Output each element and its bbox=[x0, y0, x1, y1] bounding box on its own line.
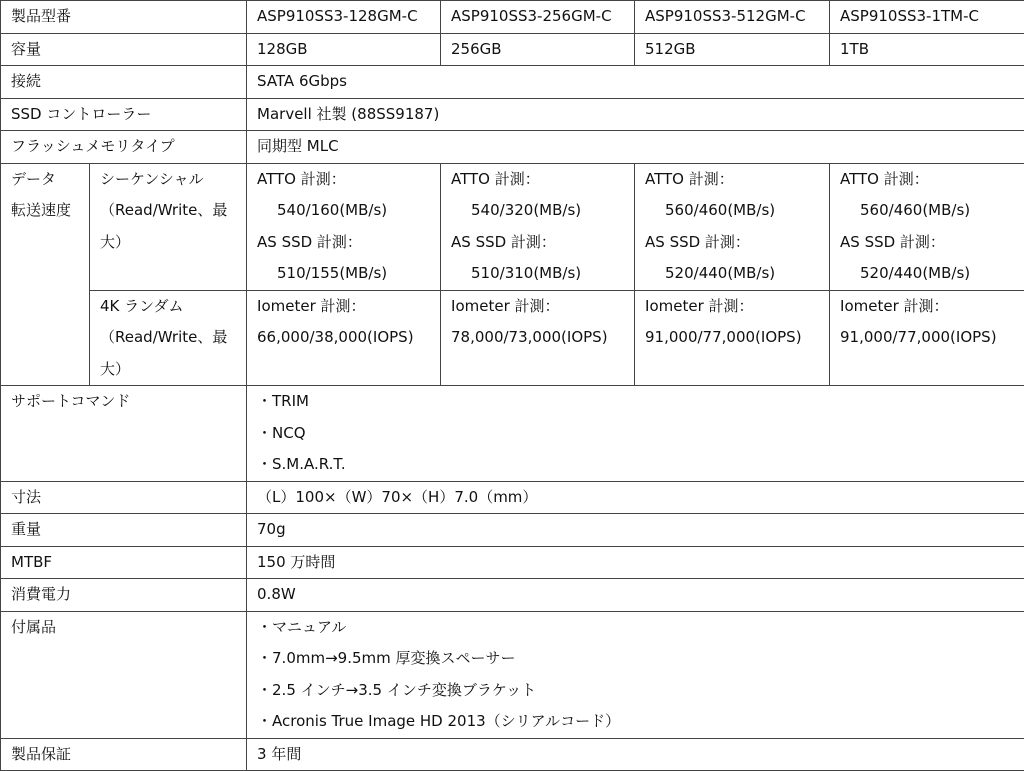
row-sequential bbox=[1, 163, 1024, 290]
atto-value: 540/160(MB/s) bbox=[257, 195, 440, 227]
atto-value: 560/460(MB/s) bbox=[840, 195, 1024, 227]
as-ssd-label: AS SSD 計測： bbox=[840, 227, 1024, 259]
label-warranty: 製品保証 bbox=[1, 738, 247, 771]
iometer-label: Iometer 計測： bbox=[451, 291, 634, 323]
label-random4k-line1: 4K ランダム bbox=[100, 291, 246, 323]
label-flash: フラッシュメモリタイプ bbox=[1, 131, 247, 164]
label-transfer-speed bbox=[1, 163, 90, 386]
as-ssd-label: AS SSD 計測： bbox=[257, 227, 440, 259]
sequential-cell bbox=[441, 163, 635, 290]
warranty-value: 3 年間 bbox=[247, 738, 1024, 771]
command-item: ・NCQ bbox=[257, 418, 1024, 450]
sequential-cell bbox=[635, 163, 830, 290]
mtbf-value: 150 万時間 bbox=[247, 546, 1024, 579]
atto-label: ATTO 計測： bbox=[645, 164, 829, 196]
row-power bbox=[1, 579, 1024, 612]
row-controller bbox=[1, 98, 1024, 131]
row-random4k bbox=[1, 290, 1024, 386]
label-interface: 接続 bbox=[1, 66, 247, 99]
random4k-cell bbox=[830, 290, 1024, 386]
capacity-value: 1TB bbox=[830, 33, 1024, 66]
as-ssd-label: AS SSD 計測： bbox=[451, 227, 634, 259]
as-ssd-value: 520/440(MB/s) bbox=[840, 258, 1024, 290]
accessory-item: ・7.0mm→9.5mm 厚変換スペーサー bbox=[257, 643, 1024, 675]
flash-value: 同期型 MLC bbox=[247, 131, 1024, 164]
command-item: ・S.M.A.R.T. bbox=[257, 449, 1024, 481]
as-ssd-value: 510/155(MB/s) bbox=[257, 258, 440, 290]
label-sequential-line2: （Read/Write、最 bbox=[100, 195, 246, 227]
weight-value: 70g bbox=[247, 514, 1024, 547]
row-flash bbox=[1, 131, 1024, 164]
command-item: ・TRIM bbox=[257, 386, 1024, 418]
label-sequential-line1: シーケンシャル bbox=[100, 164, 246, 196]
iometer-label: Iometer 計測： bbox=[645, 291, 829, 323]
label-commands: サポートコマンド bbox=[1, 386, 247, 482]
atto-label: ATTO 計測： bbox=[451, 164, 634, 196]
model-value: ASP910SS3-128GM-C bbox=[247, 1, 441, 34]
row-dimensions bbox=[1, 481, 1024, 514]
label-random4k bbox=[90, 290, 247, 386]
label-weight: 重量 bbox=[1, 514, 247, 547]
interface-value: SATA 6Gbps bbox=[247, 66, 1024, 99]
row-commands bbox=[1, 386, 1024, 482]
accessory-item: ・Acronis True Image HD 2013（シリアルコード） bbox=[257, 706, 1024, 738]
row-warranty bbox=[1, 738, 1024, 771]
iometer-value: 78,000/73,000(IOPS) bbox=[451, 322, 634, 354]
iometer-value: 91,000/77,000(IOPS) bbox=[645, 322, 829, 354]
row-model bbox=[1, 1, 1024, 34]
row-mtbf bbox=[1, 546, 1024, 579]
label-random4k-line3: 大） bbox=[100, 354, 246, 386]
label-sequential-line3: 大） bbox=[100, 227, 246, 259]
label-power: 消費電力 bbox=[1, 579, 247, 612]
capacity-value: 128GB bbox=[247, 33, 441, 66]
as-ssd-value: 520/440(MB/s) bbox=[645, 258, 829, 290]
random4k-cell bbox=[247, 290, 441, 386]
atto-value: 540/320(MB/s) bbox=[451, 195, 634, 227]
as-ssd-value: 510/310(MB/s) bbox=[451, 258, 634, 290]
sequential-cell bbox=[247, 163, 441, 290]
row-interface bbox=[1, 66, 1024, 99]
as-ssd-label: AS SSD 計測： bbox=[645, 227, 829, 259]
label-mtbf: MTBF bbox=[1, 546, 247, 579]
label-model: 製品型番 bbox=[1, 1, 247, 34]
atto-value: 560/460(MB/s) bbox=[645, 195, 829, 227]
iometer-value: 91,000/77,000(IOPS) bbox=[840, 322, 1024, 354]
power-value: 0.8W bbox=[247, 579, 1024, 612]
iometer-value: 66,000/38,000(IOPS) bbox=[257, 322, 440, 354]
controller-value: Marvell 社製 (88SS9187) bbox=[247, 98, 1024, 131]
label-random4k-line2: （Read/Write、最 bbox=[100, 322, 246, 354]
model-value: ASP910SS3-1TM-C bbox=[830, 1, 1024, 34]
dimensions-value: （L）100×（W）70×（H）7.0（mm） bbox=[247, 481, 1024, 514]
atto-label: ATTO 計測： bbox=[257, 164, 440, 196]
commands-value bbox=[247, 386, 1024, 482]
model-value: ASP910SS3-512GM-C bbox=[635, 1, 830, 34]
model-value: ASP910SS3-256GM-C bbox=[441, 1, 635, 34]
accessories-value bbox=[247, 611, 1024, 738]
row-capacity bbox=[1, 33, 1024, 66]
capacity-value: 512GB bbox=[635, 33, 830, 66]
iometer-label: Iometer 計測： bbox=[840, 291, 1024, 323]
label-accessories: 付属品 bbox=[1, 611, 247, 738]
sequential-cell bbox=[830, 163, 1024, 290]
accessory-item: ・マニュアル bbox=[257, 612, 1024, 644]
label-sequential bbox=[90, 163, 247, 290]
row-accessories bbox=[1, 611, 1024, 738]
label-dimensions: 寸法 bbox=[1, 481, 247, 514]
label-capacity: 容量 bbox=[1, 33, 247, 66]
capacity-value: 256GB bbox=[441, 33, 635, 66]
accessory-item: ・2.5 インチ→3.5 インチ変換ブラケット bbox=[257, 675, 1024, 707]
label-transfer-speed-line2: 転送速度 bbox=[11, 195, 89, 227]
random4k-cell bbox=[635, 290, 830, 386]
label-transfer-speed-line1: データ bbox=[11, 164, 89, 196]
row-weight bbox=[1, 514, 1024, 547]
random4k-cell bbox=[441, 290, 635, 386]
iometer-label: Iometer 計測： bbox=[257, 291, 440, 323]
atto-label: ATTO 計測： bbox=[840, 164, 1024, 196]
label-controller: SSD コントローラー bbox=[1, 98, 247, 131]
